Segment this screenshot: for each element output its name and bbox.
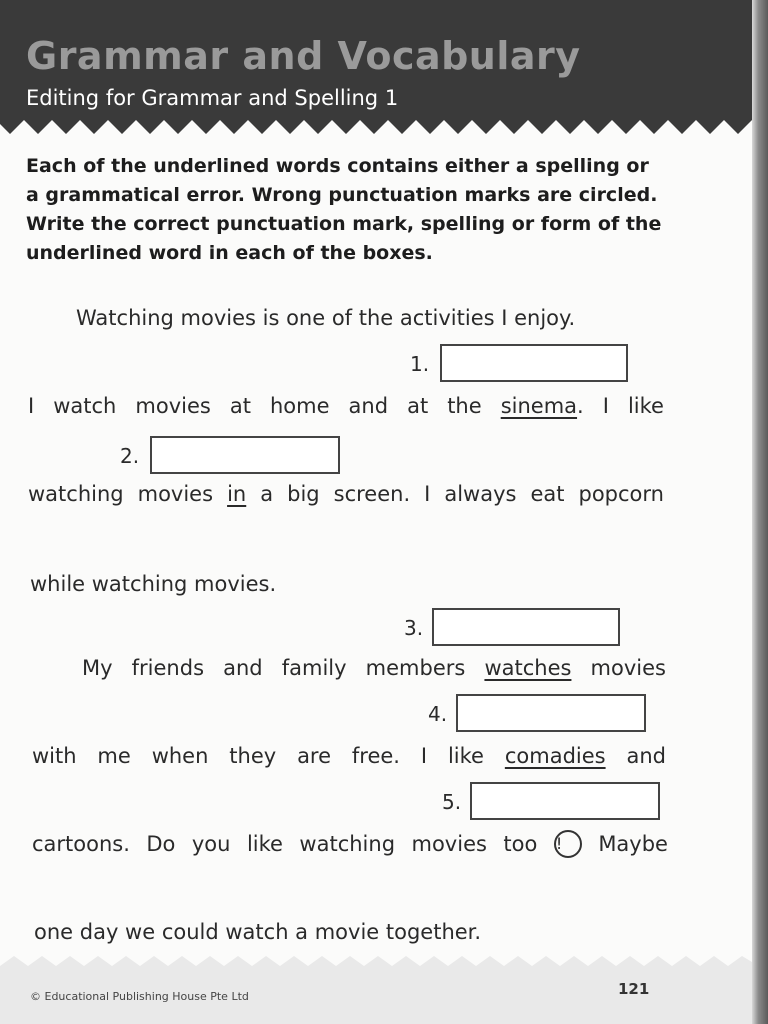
answer-box-2[interactable] <box>150 436 340 474</box>
passage-text: . I like <box>577 394 664 418</box>
passage-text: a big screen. I always eat popcorn <box>260 482 664 506</box>
passage-line-5 <box>82 656 666 680</box>
passage-text: cartoons. Do you like watching movies too <box>32 832 538 856</box>
passage-line-3 <box>28 482 664 506</box>
error-word-1: sinema <box>500 394 578 418</box>
answer-label: 5. <box>442 790 462 814</box>
error-word-3: watches <box>484 656 572 680</box>
answer-label: 1. <box>410 352 430 376</box>
page-title: Grammar and Vocabulary <box>26 34 581 78</box>
passage-text: Maybe <box>598 832 668 856</box>
page-number: 121 <box>618 980 650 998</box>
passage-line-1: Watching movies is one of the activities I enjoy. <box>76 306 576 330</box>
answer-label: 3. <box>404 616 424 640</box>
answer-box-1[interactable] <box>440 344 628 382</box>
passage-text: movies <box>590 656 666 680</box>
circled-punctuation: ! <box>554 830 582 858</box>
passage-text: watching movies <box>28 482 214 506</box>
page-subtitle: Editing for Grammar and Spelling 1 <box>26 86 399 110</box>
answer-box-5[interactable] <box>470 782 660 820</box>
answer-box-3[interactable] <box>432 608 620 646</box>
error-word-2: in <box>227 482 247 506</box>
passage-line-6 <box>32 744 666 768</box>
answer-box-4[interactable] <box>456 694 646 732</box>
passage-line-2 <box>28 394 664 418</box>
passage-line-4: while watching movies. <box>30 572 277 596</box>
instructions-text: Each of the underlined words contains either a spelling or a grammatical error. Wrong punctuation marks are circled. Write the correct punctuation mark, spelling or form of the underlined word in each of the boxes. <box>26 155 662 264</box>
passage-text: My friends and family members <box>82 656 466 680</box>
passage-line-8: one day we could watch a movie together. <box>34 920 482 944</box>
passage-text: with me when they are free. I like <box>32 744 484 768</box>
answer-label: 2. <box>120 444 140 468</box>
book-spine-shadow <box>752 0 768 1024</box>
copyright-text: © Educational Publishing House Pte Ltd <box>30 990 249 1003</box>
answer-label: 4. <box>428 702 448 726</box>
passage-text: and <box>626 744 666 768</box>
passage-text: I watch movies at home and at the <box>28 394 482 418</box>
passage-line-7 <box>32 830 668 858</box>
header-banner <box>0 0 752 148</box>
error-word-4: comadies <box>504 744 606 768</box>
